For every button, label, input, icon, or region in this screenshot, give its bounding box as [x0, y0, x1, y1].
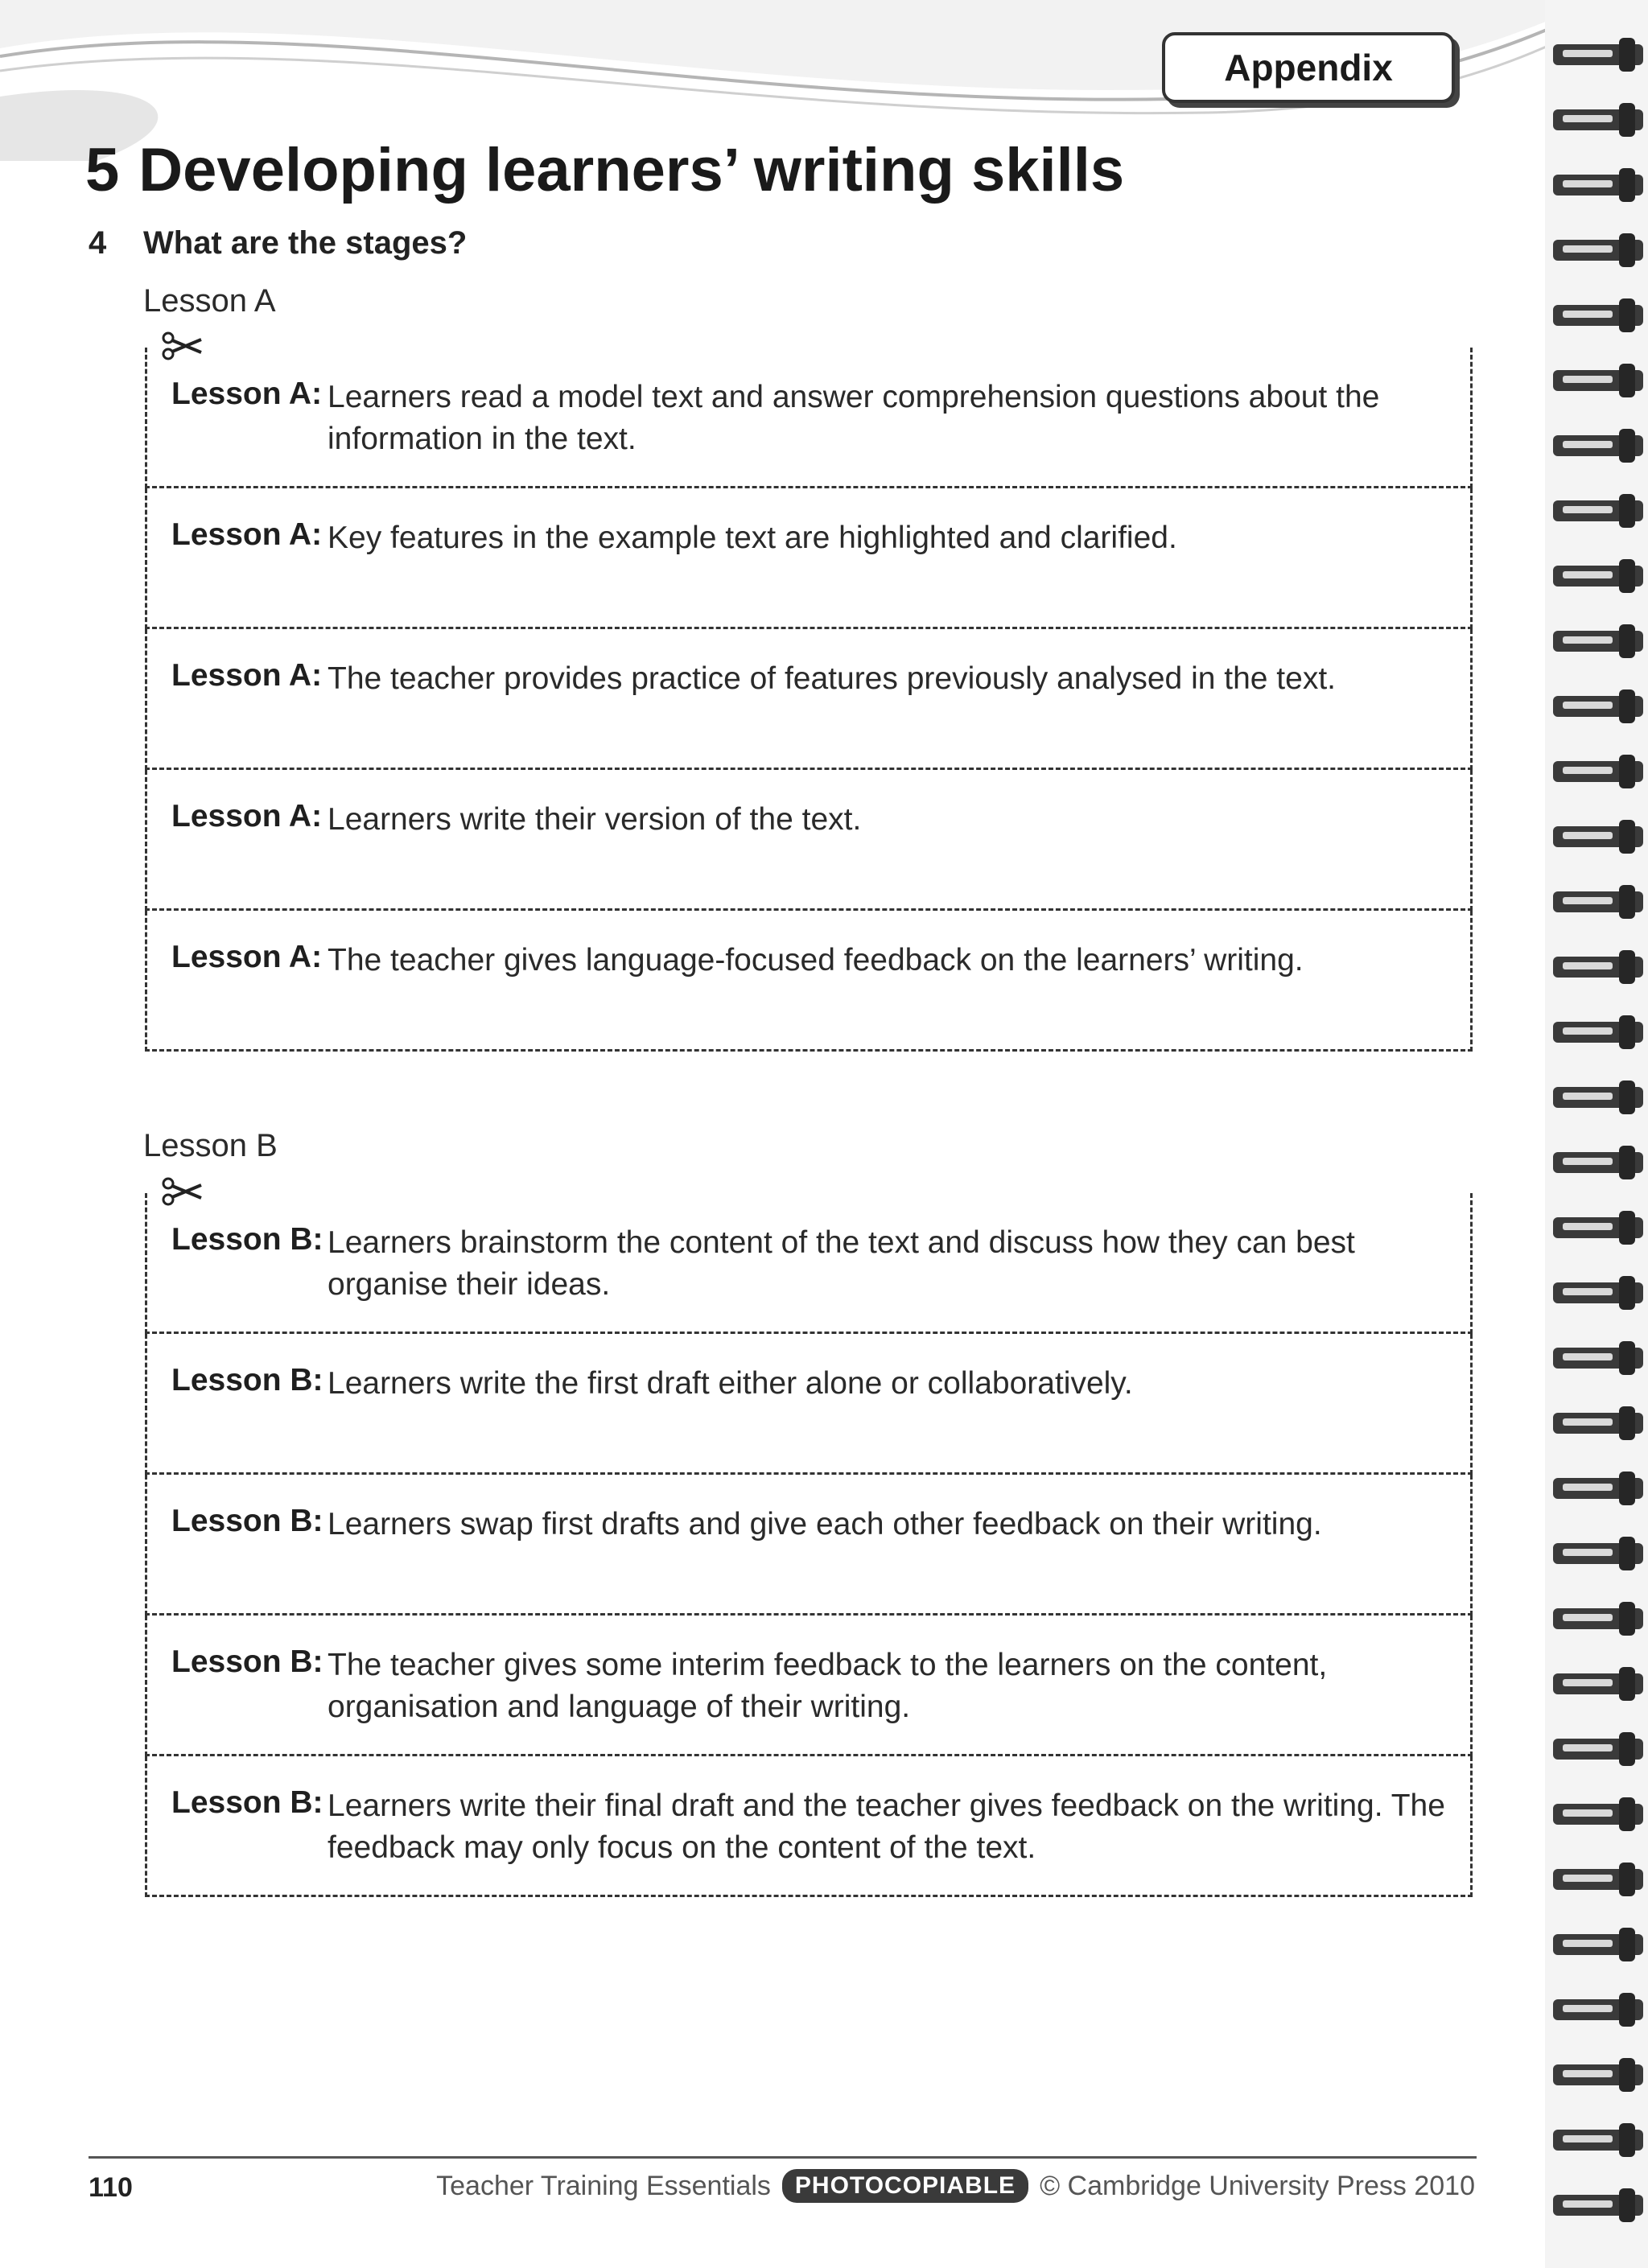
lesson-card-label: Lesson B:: [171, 1504, 323, 1538]
lesson-card: [145, 911, 1473, 1052]
lesson-card-text: Learners brainstorm the content of the text and discuss how they can best organise their ideas.: [328, 1225, 1355, 1302]
lesson-card: [145, 629, 1473, 770]
lesson-b-cards: [145, 1193, 1473, 1897]
lesson-card: [145, 770, 1473, 911]
page-number: 110: [89, 2172, 133, 2203]
footer-divider: [89, 2156, 1477, 2159]
chapter-title: Developing learners’ writing skills: [138, 136, 1125, 204]
footer-credit: [436, 2169, 1475, 2203]
lesson-card: [145, 1475, 1473, 1616]
lesson-a-cards: [145, 348, 1473, 1052]
lesson-card-label: Lesson A:: [171, 517, 323, 552]
question-heading: [89, 225, 467, 261]
lesson-card-text: Learners write the first draft either alone or collaboratively.: [328, 1366, 1133, 1401]
lesson-card-label: Lesson A:: [171, 940, 323, 974]
lesson-b-heading: Lesson B: [143, 1128, 278, 1163]
lesson-card: [145, 1334, 1473, 1475]
lesson-card-label: Lesson B:: [171, 1363, 323, 1397]
lesson-card-text: Learners write their final draft and the teacher gives feedback on the writing. The feedback may only focus on the content of the text.: [328, 1788, 1445, 1865]
lesson-card: [145, 1616, 1473, 1756]
lesson-card-label: Lesson B:: [171, 1222, 323, 1257]
photocopiable-badge: PHOTOCOPIABLE: [782, 2169, 1028, 2203]
question-text: What are the stages?: [143, 225, 468, 261]
lesson-card-label: Lesson B:: [171, 1644, 323, 1679]
lesson-card-text: Learners read a model text and answer comprehension questions about the information in the text.: [328, 380, 1380, 456]
lesson-card-text: The teacher gives some interim feedback to the learners on the content, organisation and language of their writing.: [328, 1648, 1328, 1724]
lesson-card-text: Learners swap first drafts and give each other feedback on their writing.: [328, 1507, 1322, 1541]
lesson-card: [145, 488, 1473, 629]
lesson-card: [145, 1193, 1473, 1334]
book-title: Teacher Training Essentials: [436, 2170, 771, 2201]
lesson-card-text: The teacher provides practice of features previously analysed in the text.: [328, 661, 1337, 696]
lesson-a-heading: Lesson A: [143, 283, 276, 319]
page-title: [85, 135, 1124, 205]
lesson-card-label: Lesson A:: [171, 799, 323, 834]
lesson-card-label: Lesson B:: [171, 1785, 323, 1820]
appendix-tab: Appendix: [1162, 32, 1455, 103]
lesson-card-label: Lesson A:: [171, 658, 323, 693]
lesson-card-text: The teacher gives language-focused feedback on the learners’ writing.: [328, 943, 1304, 978]
lesson-card-text: Learners write their version of the text.: [328, 802, 862, 837]
lesson-card: [145, 1756, 1473, 1897]
spiral-binding: [1545, 0, 1648, 2268]
question-number: 4: [89, 225, 107, 261]
chapter-number: 5: [85, 136, 120, 204]
copyright-notice: © Cambridge University Press 2010: [1040, 2170, 1475, 2201]
lesson-card-label: Lesson A:: [171, 377, 323, 411]
lesson-card-text: Key features in the example text are highlighted and clarified.: [328, 521, 1177, 555]
lesson-card: [145, 348, 1473, 488]
